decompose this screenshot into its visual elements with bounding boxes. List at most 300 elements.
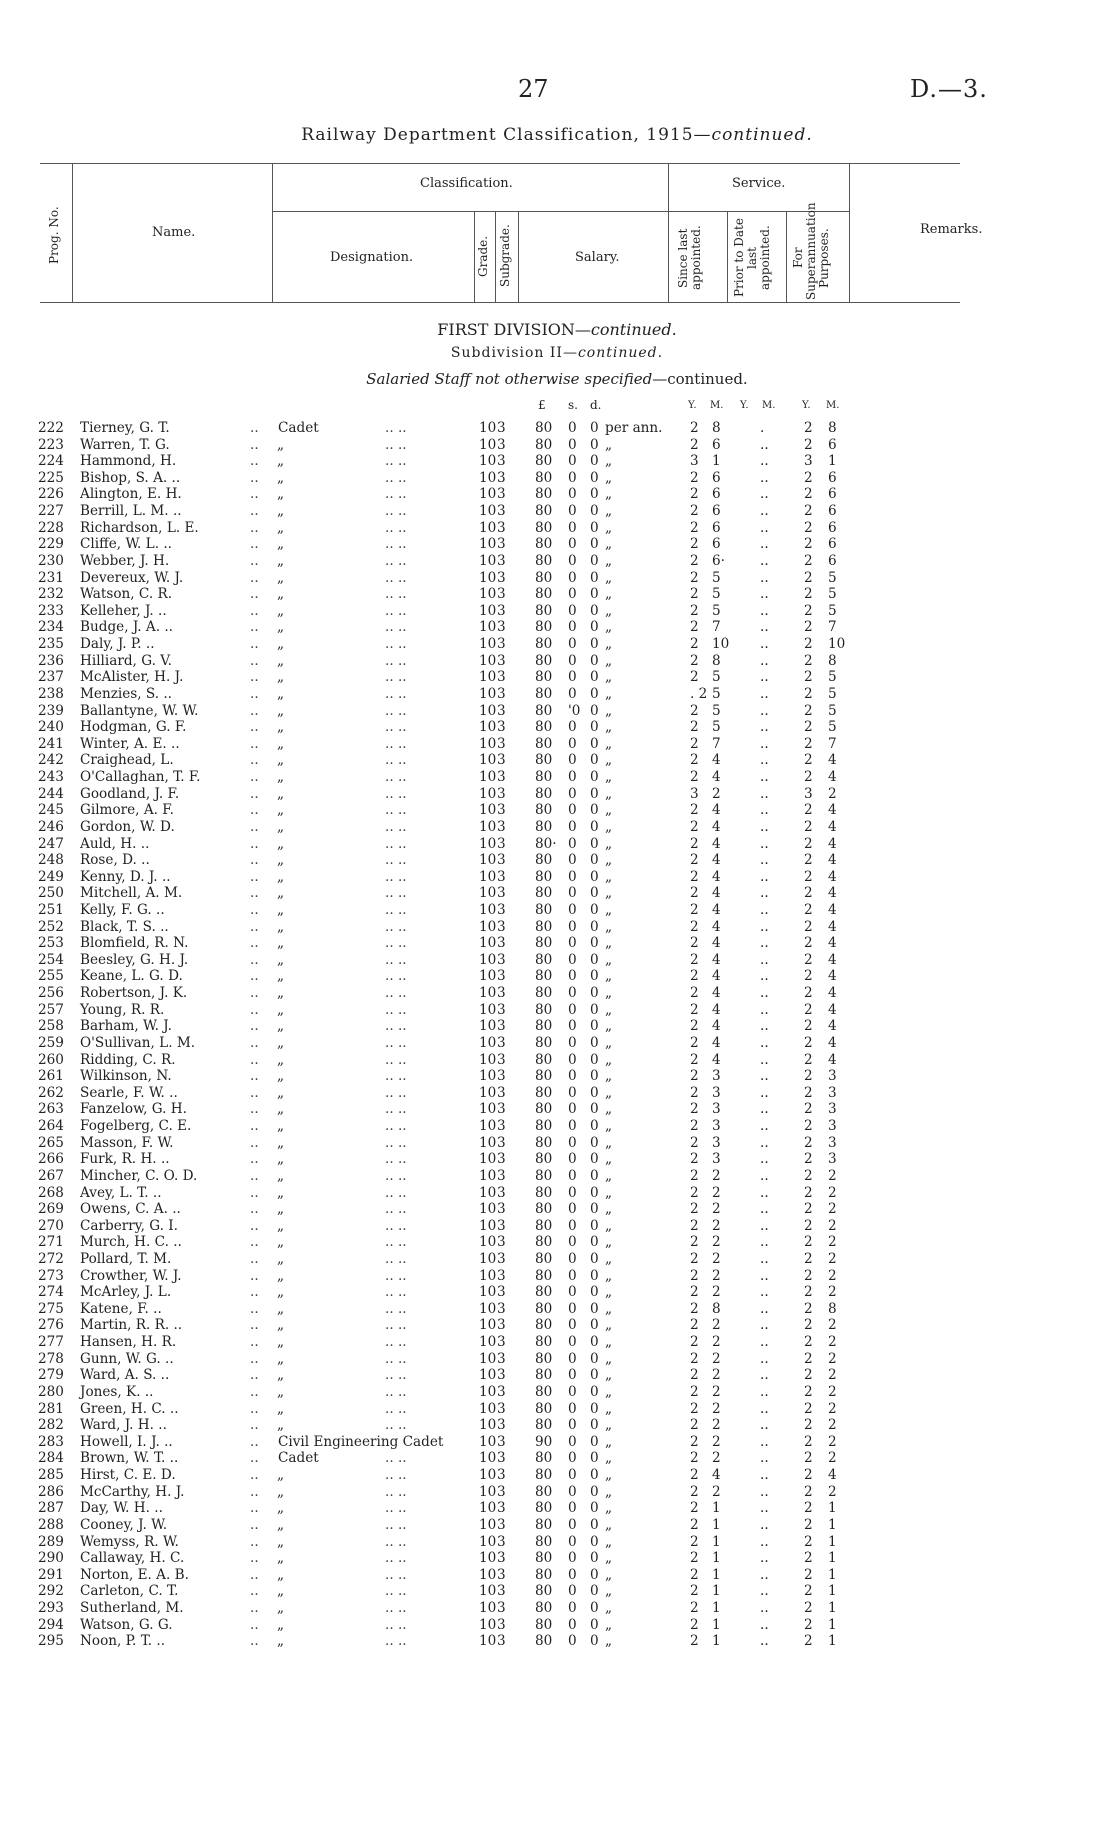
cell-since-years: 2 — [690, 1417, 699, 1434]
cell-name: O'Callaghan, T. F. — [80, 769, 201, 786]
cell-salary-period: „ — [605, 1317, 613, 1334]
cell-prior-to: .. — [760, 1417, 769, 1434]
cell-since-years: 2 — [690, 1051, 699, 1068]
cell-since-months: 4 — [712, 918, 721, 935]
table-row — [0, 869, 1114, 886]
cell-super-years: 2 — [804, 652, 813, 669]
cell-salary-pounds: 80 — [535, 702, 553, 719]
cell-salary-period: „ — [605, 619, 613, 636]
cell-prior-to: .. — [760, 1001, 769, 1018]
cell-prior-to: .. — [760, 769, 769, 786]
cell-salary-shillings: 0 — [568, 1034, 577, 1051]
cell-salary-pounds: 80 — [535, 1034, 553, 1051]
cell-salary-pence: 0 — [590, 1101, 599, 1118]
cell-since-months: 6 — [712, 486, 721, 503]
cell-super-months: 2 — [828, 1433, 837, 1450]
cell-grade: 10 — [479, 802, 497, 819]
cell-salary-pounds: 80 — [535, 453, 553, 470]
cell-super-years: 2 — [804, 752, 813, 769]
table-row — [0, 985, 1114, 1002]
cell-since-months: 4 — [712, 835, 721, 852]
cell-designation: „ — [277, 1151, 285, 1168]
cell-prog-no: 287 — [38, 1500, 64, 1517]
cell-leader-dots: .. — [250, 818, 259, 835]
cell-designation: „ — [277, 985, 285, 1002]
cell-salary-period: „ — [605, 769, 613, 786]
cell-designation: „ — [277, 1167, 285, 1184]
cell-salary-shillings: 0 — [568, 852, 577, 869]
cell-leader-dots: .. .. — [385, 636, 407, 653]
cell-subgrade: 3 — [497, 835, 506, 852]
cell-designation: „ — [277, 1467, 285, 1484]
cell-grade: 10 — [479, 503, 497, 520]
cell-designation: „ — [277, 1034, 285, 1051]
cell-since-months: 1 — [712, 1500, 721, 1517]
cell-name: Webber, J. H. — [80, 552, 170, 569]
cell-salary-period: „ — [605, 1001, 613, 1018]
cell-salary-pence: 0 — [590, 1600, 599, 1617]
table-row — [0, 437, 1114, 454]
cell-salary-pounds: 80 — [535, 1251, 553, 1267]
cell-prog-no: 231 — [38, 569, 64, 586]
cell-prior-to: .. — [760, 1383, 769, 1400]
cell-super-years: 2 — [804, 769, 813, 786]
cell-salary-pounds: 80 — [535, 719, 553, 736]
cell-since-years: 2 — [690, 1367, 699, 1384]
cell-leader-dots: .. — [250, 901, 259, 918]
cell-subgrade: 3 — [497, 1583, 506, 1600]
cell-since-years: 2 — [690, 1300, 699, 1317]
cell-salary-pounds: 80 — [535, 1284, 553, 1301]
cell-super-months: 2 — [828, 1267, 837, 1284]
cell-salary-pence: 0 — [590, 802, 599, 819]
cell-subgrade: 3 — [497, 1500, 506, 1517]
cell-since-months: 4 — [712, 1467, 721, 1484]
cell-subgrade: 3 — [497, 1101, 506, 1118]
cell-salary-pounds: 80 — [535, 536, 553, 553]
cell-prior-to: .. — [760, 636, 769, 653]
cell-prior-to: .. — [760, 486, 769, 503]
cell-since-months: 3 — [712, 1118, 721, 1135]
cell-salary-period: „ — [605, 1034, 613, 1051]
cell-leader-dots: .. — [250, 1516, 259, 1533]
cell-prog-no: 283 — [38, 1433, 64, 1450]
cell-super-months: 2 — [828, 1367, 837, 1384]
cell-designation: „ — [277, 818, 285, 835]
cell-grade: 10 — [479, 1467, 497, 1484]
cell-leader-dots: .. — [250, 1018, 259, 1035]
cell-super-years: 2 — [804, 519, 813, 536]
cell-designation: „ — [277, 586, 285, 603]
cell-leader-dots: .. — [250, 1400, 259, 1417]
cell-salary-pence: 0 — [590, 669, 599, 686]
cell-salary-pounds: 80 — [535, 1134, 553, 1151]
cell-name: Fogelberg, C. E. — [80, 1118, 192, 1135]
cell-super-years: 2 — [804, 1134, 813, 1151]
cell-designation: „ — [277, 1118, 285, 1135]
table-row — [0, 1450, 1114, 1467]
cell-designation: „ — [277, 752, 285, 769]
cell-prog-no: 278 — [38, 1350, 64, 1367]
cell-since-months: 4 — [712, 868, 721, 885]
cell-designation: „ — [277, 1350, 285, 1367]
cell-super-years: 2 — [804, 935, 813, 952]
cell-salary-shillings: 0 — [568, 1400, 577, 1417]
header-prior-to: Prior to Date last appointed. — [732, 218, 772, 298]
cell-prior-to: .. — [760, 586, 769, 603]
cell-leader-dots: .. .. — [385, 536, 407, 553]
cell-salary-pounds: 80 — [535, 1383, 553, 1400]
cell-salary-shillings: 0 — [568, 918, 577, 935]
cell-prior-to: .. — [760, 1433, 769, 1450]
cell-since-months: 2 — [712, 1317, 721, 1334]
cell-prog-no: 284 — [38, 1450, 64, 1467]
cell-subgrade: 3 — [497, 752, 506, 769]
cell-salary-pence: 0 — [590, 1034, 599, 1051]
cell-leader-dots: .. — [250, 536, 259, 553]
cell-designation: „ — [277, 569, 285, 586]
cell-leader-dots: .. .. — [385, 1533, 407, 1550]
cell-since-months: 4 — [712, 802, 721, 819]
cell-name: Young, R. R. — [80, 1001, 165, 1018]
cell-name: Jones, K. .. — [80, 1383, 154, 1400]
cell-designation: „ — [277, 636, 285, 653]
table-row — [0, 1434, 1114, 1451]
cell-leader-dots: .. .. — [385, 1001, 407, 1018]
table-row — [0, 1284, 1114, 1301]
cell-since-years: 2 — [690, 1583, 699, 1600]
cell-super-months: 4 — [828, 1018, 837, 1035]
table-row — [0, 453, 1114, 470]
cell-designation: „ — [277, 802, 285, 819]
cell-salary-pence: 0 — [590, 536, 599, 553]
cell-salary-period: „ — [605, 1334, 613, 1351]
cell-leader-dots: .. .. — [385, 1151, 407, 1168]
cell-subgrade: 3 — [497, 1317, 506, 1334]
cell-salary-shillings: 0 — [568, 636, 577, 653]
cell-leader-dots: .. — [250, 802, 259, 819]
cell-prior-to: .. — [760, 1217, 769, 1234]
cell-super-months: 5 — [828, 719, 837, 736]
cell-prior-to: .. — [760, 1134, 769, 1151]
cell-prior-to: .. — [760, 802, 769, 819]
cell-since-months: 1 — [712, 1516, 721, 1533]
cell-salary-shillings: 0 — [568, 1251, 577, 1267]
cell-designation: „ — [277, 1101, 285, 1118]
cell-designation: „ — [277, 968, 285, 985]
cell-super-months: 1 — [828, 1550, 837, 1567]
cell-salary-pounds: 80· — [535, 835, 557, 852]
cell-since-years: 2 — [690, 469, 699, 486]
cell-since-years: 2 — [690, 1500, 699, 1517]
table-row — [0, 653, 1114, 670]
cell-super-years: 2 — [804, 486, 813, 503]
cell-salary-pence: 0 — [590, 1350, 599, 1367]
cell-name: Hansen, H. R. — [80, 1334, 177, 1351]
cell-salary-period: „ — [605, 569, 613, 586]
cell-since-years: 2 — [690, 802, 699, 819]
cell-prior-to: .. — [760, 735, 769, 752]
cell-name: Hodgman, G. F. — [80, 719, 187, 736]
cell-salary-period: „ — [605, 536, 613, 553]
cell-since-years: 2 — [690, 1533, 699, 1550]
cell-salary-pence: 0 — [590, 835, 599, 852]
cell-super-months: 2 — [828, 1284, 837, 1301]
cell-leader-dots: .. .. — [385, 901, 407, 918]
cell-since-years: 2 — [690, 1001, 699, 1018]
cell-leader-dots: .. .. — [385, 1483, 407, 1500]
cell-since-months: 2 — [712, 1367, 721, 1384]
table-row — [0, 1517, 1114, 1534]
cell-salary-pence: 0 — [590, 1068, 599, 1085]
cell-name: Warren, T. G. — [80, 436, 170, 453]
table-row — [0, 1484, 1114, 1501]
cell-super-months: 2 — [828, 1251, 837, 1267]
cell-name: Hilliard, G. V. — [80, 652, 172, 669]
cell-salary-pounds: 80 — [535, 885, 553, 902]
cell-prog-no: 279 — [38, 1367, 64, 1384]
cell-subgrade: 3 — [497, 802, 506, 819]
cell-super-months: 7 — [828, 735, 837, 752]
header-name: Name. — [152, 225, 196, 240]
staff-text: Salaried Staff not otherwise specified — [366, 370, 653, 388]
cell-designation: „ — [277, 602, 285, 619]
cell-salary-pounds: 80 — [535, 619, 553, 636]
cell-prog-no: 253 — [38, 935, 64, 952]
table-row — [0, 1367, 1114, 1384]
cell-leader-dots: .. — [250, 735, 259, 752]
cell-salary-pence: 0 — [590, 1417, 599, 1434]
cell-since-months: 4 — [712, 1001, 721, 1018]
table-row — [0, 752, 1114, 769]
cell-prior-to: .. — [760, 835, 769, 852]
cell-salary-period: „ — [605, 486, 613, 503]
cell-super-years: 2 — [804, 1633, 813, 1650]
cell-prog-no: 260 — [38, 1051, 64, 1068]
cell-subgrade: 3 — [497, 1566, 506, 1583]
cell-salary-pounds: 80 — [535, 469, 553, 486]
cell-prog-no: 225 — [38, 469, 64, 486]
cell-salary-period: „ — [605, 1400, 613, 1417]
cell-designation: „ — [277, 1417, 285, 1434]
cell-prior-to: .. — [760, 1251, 769, 1267]
cell-leader-dots: .. — [250, 885, 259, 902]
cell-salary-period: „ — [605, 1383, 613, 1400]
cell-salary-shillings: 0 — [568, 1483, 577, 1500]
cell-salary-pounds: 80 — [535, 1367, 553, 1384]
cell-super-months: 3 — [828, 1118, 837, 1135]
cell-super-months: 5 — [828, 602, 837, 619]
cell-super-years: 2 — [804, 1467, 813, 1484]
cell-subgrade: 3 — [497, 818, 506, 835]
cell-since-years: 2 — [690, 985, 699, 1002]
cell-super-months: 4 — [828, 885, 837, 902]
cell-prior-to: .. — [760, 1084, 769, 1101]
cell-salary-period: „ — [605, 669, 613, 686]
cell-prior-to: .. — [760, 1051, 769, 1068]
cell-super-months: 8 — [828, 652, 837, 669]
cell-salary-period: „ — [605, 1267, 613, 1284]
cell-prior-to: .. — [760, 719, 769, 736]
cell-leader-dots: .. .. — [385, 885, 407, 902]
cell-name: Masson, F. W. — [80, 1134, 174, 1151]
table-row — [0, 902, 1114, 919]
cell-name: Howell, I. J. .. — [80, 1433, 173, 1450]
cell-salary-pence: 0 — [590, 1483, 599, 1500]
cell-since-years: 2 — [690, 1217, 699, 1234]
cell-salary-pence: 0 — [590, 519, 599, 536]
cell-grade: 10 — [479, 1367, 497, 1384]
cell-since-years: 2 — [690, 1284, 699, 1301]
cell-subgrade: 3 — [497, 586, 506, 603]
cell-salary-shillings: 0 — [568, 1500, 577, 1517]
cell-salary-period: „ — [605, 1417, 613, 1434]
cell-leader-dots: .. .. — [385, 802, 407, 819]
cell-leader-dots: .. .. — [385, 1334, 407, 1351]
cell-leader-dots: .. — [250, 1367, 259, 1384]
cell-name: Alington, E. H. — [80, 486, 182, 503]
cell-prog-no: 257 — [38, 1001, 64, 1018]
cell-since-years: 2 — [690, 719, 699, 736]
cell-since-years: 2 — [690, 835, 699, 852]
cell-prog-no: 267 — [38, 1167, 64, 1184]
cell-designation: „ — [277, 503, 285, 520]
cell-since-months: 2 — [712, 1284, 721, 1301]
cell-salary-pounds: 80 — [535, 652, 553, 669]
cell-salary-pounds: 80 — [535, 868, 553, 885]
cell-designation: „ — [277, 1284, 285, 1301]
cell-leader-dots: .. — [250, 552, 259, 569]
cell-leader-dots: .. — [250, 1317, 259, 1334]
cell-grade: 10 — [479, 436, 497, 453]
cell-subgrade: 3 — [497, 486, 506, 503]
cell-leader-dots: .. — [250, 652, 259, 669]
cell-super-years: 2 — [804, 1101, 813, 1118]
cell-salary-pounds: 80 — [535, 752, 553, 769]
cell-name: Owens, C. A. .. — [80, 1201, 181, 1218]
cell-name: Katene, F. .. — [80, 1300, 162, 1317]
cell-since-months: 1 — [712, 1550, 721, 1567]
cell-prior-to: .. — [760, 901, 769, 918]
cell-super-years: 2 — [804, 1217, 813, 1234]
cell-subgrade: 3 — [497, 1201, 506, 1218]
cell-salary-period: „ — [605, 1217, 613, 1234]
cell-salary-pounds: 80 — [535, 1167, 553, 1184]
cell-prog-no: 288 — [38, 1516, 64, 1533]
cell-grade: 10 — [479, 918, 497, 935]
cell-since-months: 3 — [712, 1151, 721, 1168]
cell-prior-to: .. — [760, 1450, 769, 1467]
cell-salary-period: „ — [605, 1300, 613, 1317]
cell-name: Watson, C. R. — [80, 586, 173, 603]
table-row — [0, 719, 1114, 736]
cell-leader-dots: .. .. — [385, 1267, 407, 1284]
cell-super-years: 2 — [804, 868, 813, 885]
cell-super-months: 2 — [828, 1184, 837, 1201]
cell-leader-dots: .. .. — [385, 685, 407, 702]
cell-super-months: 1 — [828, 1516, 837, 1533]
cell-leader-dots: .. .. — [385, 1600, 407, 1617]
cell-prior-to: .. — [760, 1018, 769, 1035]
cell-since-months: 5 — [712, 669, 721, 686]
cell-super-months: 2 — [828, 1350, 837, 1367]
cell-since-months: 6 — [712, 536, 721, 553]
cell-subgrade: 3 — [497, 619, 506, 636]
cell-name: Watson, G. G. — [80, 1616, 173, 1633]
cell-salary-period: „ — [605, 1134, 613, 1151]
cell-super-months: 5 — [828, 586, 837, 603]
cell-name: Ballantyne, W. W. — [80, 702, 199, 719]
cell-salary-period: „ — [605, 1184, 613, 1201]
cell-name: Kelleher, J. .. — [80, 602, 167, 619]
cell-prior-to: .. — [760, 536, 769, 553]
table-row — [0, 1268, 1114, 1285]
cell-salary-pence: 0 — [590, 552, 599, 569]
cell-subgrade: 3 — [497, 519, 506, 536]
table-row — [0, 1085, 1114, 1102]
cell-salary-period: „ — [605, 652, 613, 669]
cell-salary-pounds: 80 — [535, 1583, 553, 1600]
header-subgrade: Subgrade. — [498, 224, 512, 287]
cell-grade: 10 — [479, 1633, 497, 1650]
cell-since-months: 8 — [712, 652, 721, 669]
cell-leader-dots: .. — [250, 519, 259, 536]
table-row — [0, 952, 1114, 969]
cell-salary-period: „ — [605, 1118, 613, 1135]
cell-salary-pence: 0 — [590, 951, 599, 968]
cell-leader-dots: .. — [250, 719, 259, 736]
cell-subgrade: 3 — [497, 1300, 506, 1317]
cell-super-years: 2 — [804, 1300, 813, 1317]
cell-designation: „ — [277, 1483, 285, 1500]
cell-leader-dots: .. .. — [385, 1583, 407, 1600]
cell-name: Avey, L. T. .. — [80, 1184, 162, 1201]
cell-salary-pence: 0 — [590, 818, 599, 835]
unit-y3: Y. — [802, 400, 811, 411]
cell-designation: „ — [277, 1300, 285, 1317]
cell-subgrade: 3 — [497, 1334, 506, 1351]
cell-super-months: 4 — [828, 918, 837, 935]
cell-prior-to: .. — [760, 1267, 769, 1284]
cell-grade: 10 — [479, 619, 497, 636]
cell-prog-no: 226 — [38, 486, 64, 503]
cell-grade: 10 — [479, 552, 497, 569]
cell-salary-period: „ — [605, 918, 613, 935]
cell-leader-dots: .. .. — [385, 1234, 407, 1251]
cell-salary-pence: 0 — [590, 1633, 599, 1650]
cell-grade: 10 — [479, 636, 497, 653]
cell-super-years: 2 — [804, 420, 813, 436]
cell-super-years: 2 — [804, 1001, 813, 1018]
cell-grade: 10 — [479, 1068, 497, 1085]
cell-super-years: 2 — [804, 985, 813, 1002]
cell-prior-to: .. — [760, 702, 769, 719]
cell-salary-pounds: 80 — [535, 785, 553, 802]
cell-subgrade: 3 — [497, 1516, 506, 1533]
table-row — [0, 1018, 1114, 1035]
cell-salary-pounds: 80 — [535, 1417, 553, 1434]
cell-since-years: 2 — [690, 918, 699, 935]
cell-prior-to: .. — [760, 503, 769, 520]
table-row — [0, 1101, 1114, 1118]
cell-salary-pounds: 80 — [535, 1566, 553, 1583]
unit-y2: Y. — [740, 400, 749, 411]
cell-grade: 10 — [479, 1350, 497, 1367]
cell-since-months: 1 — [712, 1616, 721, 1633]
cell-leader-dots: .. .. — [385, 436, 407, 453]
cell-salary-pounds: 80 — [535, 586, 553, 603]
cell-salary-shillings: 0 — [568, 1201, 577, 1218]
